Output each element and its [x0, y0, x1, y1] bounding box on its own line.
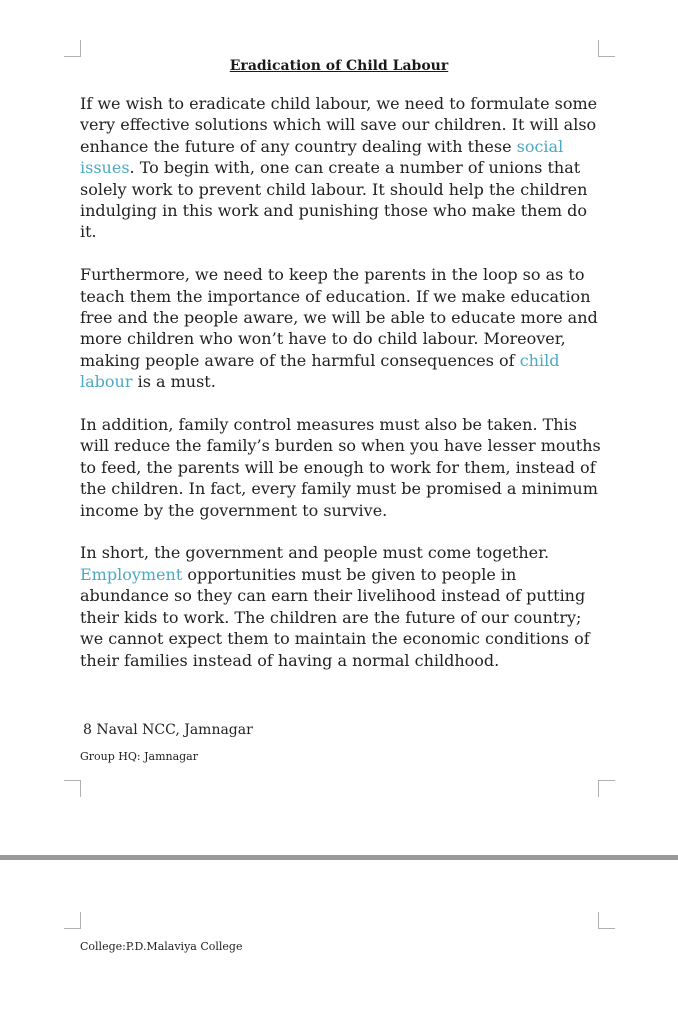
- paragraph-4-text-a: In short, the government and people must come together.: [80, 543, 550, 563]
- paragraph-1-text-a: If we wish to eradicate child labour, we need to formulate some very effective solutions which will save our children. It will also enhance the future of any country dealing with these: [80, 94, 598, 156]
- paragraph-1-text-b: . To begin with, one can create a number of unions that solely work to prevent child labour. It should help the children indulging in this work and punishing those who make them do it.: [80, 158, 588, 242]
- paragraph-1: [80, 93, 605, 243]
- crop-mark-top-left: [64, 40, 81, 57]
- paragraph-2: [80, 264, 605, 392]
- paragraph-4: [80, 542, 605, 670]
- crop-mark-top-right-page-2: [598, 912, 615, 929]
- document-body: [80, 93, 605, 671]
- paragraph-4-text-b: opportunities must be given to people in abundance so they can earn their livelihood instead of putting their kids to work. The children are the future of our country; we cannot expect them to maintain the economic conditions of their families instead of having a normal childhood.: [80, 564, 590, 670]
- paragraph-3: In addition, family control measures must also be taken. This will reduce the family’s burden so when you have lesser mouths to feed, the parents will be enough to work for them, instead of the children. In fact, every family must be promised a minimum income by the government to survive.: [80, 415, 601, 520]
- crop-mark-bottom-left: [64, 780, 81, 797]
- crop-mark-top-right: [598, 40, 615, 57]
- document-title: Eradication of Child Labour: [229, 58, 449, 74]
- document-page-2: [0, 860, 678, 1024]
- paragraph-2-text-b: is a must.: [132, 372, 216, 392]
- signature-group: Group HQ: Jamnagar: [80, 750, 199, 763]
- signature-unit: 8 Naval NCC, Jamnagar: [83, 722, 253, 738]
- link-child-labour[interactable]: child labour: [80, 350, 560, 392]
- link-social-issues[interactable]: social issues: [80, 136, 564, 178]
- footer-college: College:P.D.Malaviya College: [80, 940, 243, 953]
- crop-mark-top-left-page-2: [64, 912, 81, 929]
- crop-mark-bottom-right: [598, 780, 615, 797]
- link-employment[interactable]: Employment: [80, 564, 183, 584]
- paragraph-2-text-a: Furthermore, we need to keep the parents in the loop so as to teach them the importance of education. If we make education free and the people aware, we will be able to educate more and more children who won’t have to do child labour. Moreover, making people aware of the harmful consequences of: [80, 265, 598, 370]
